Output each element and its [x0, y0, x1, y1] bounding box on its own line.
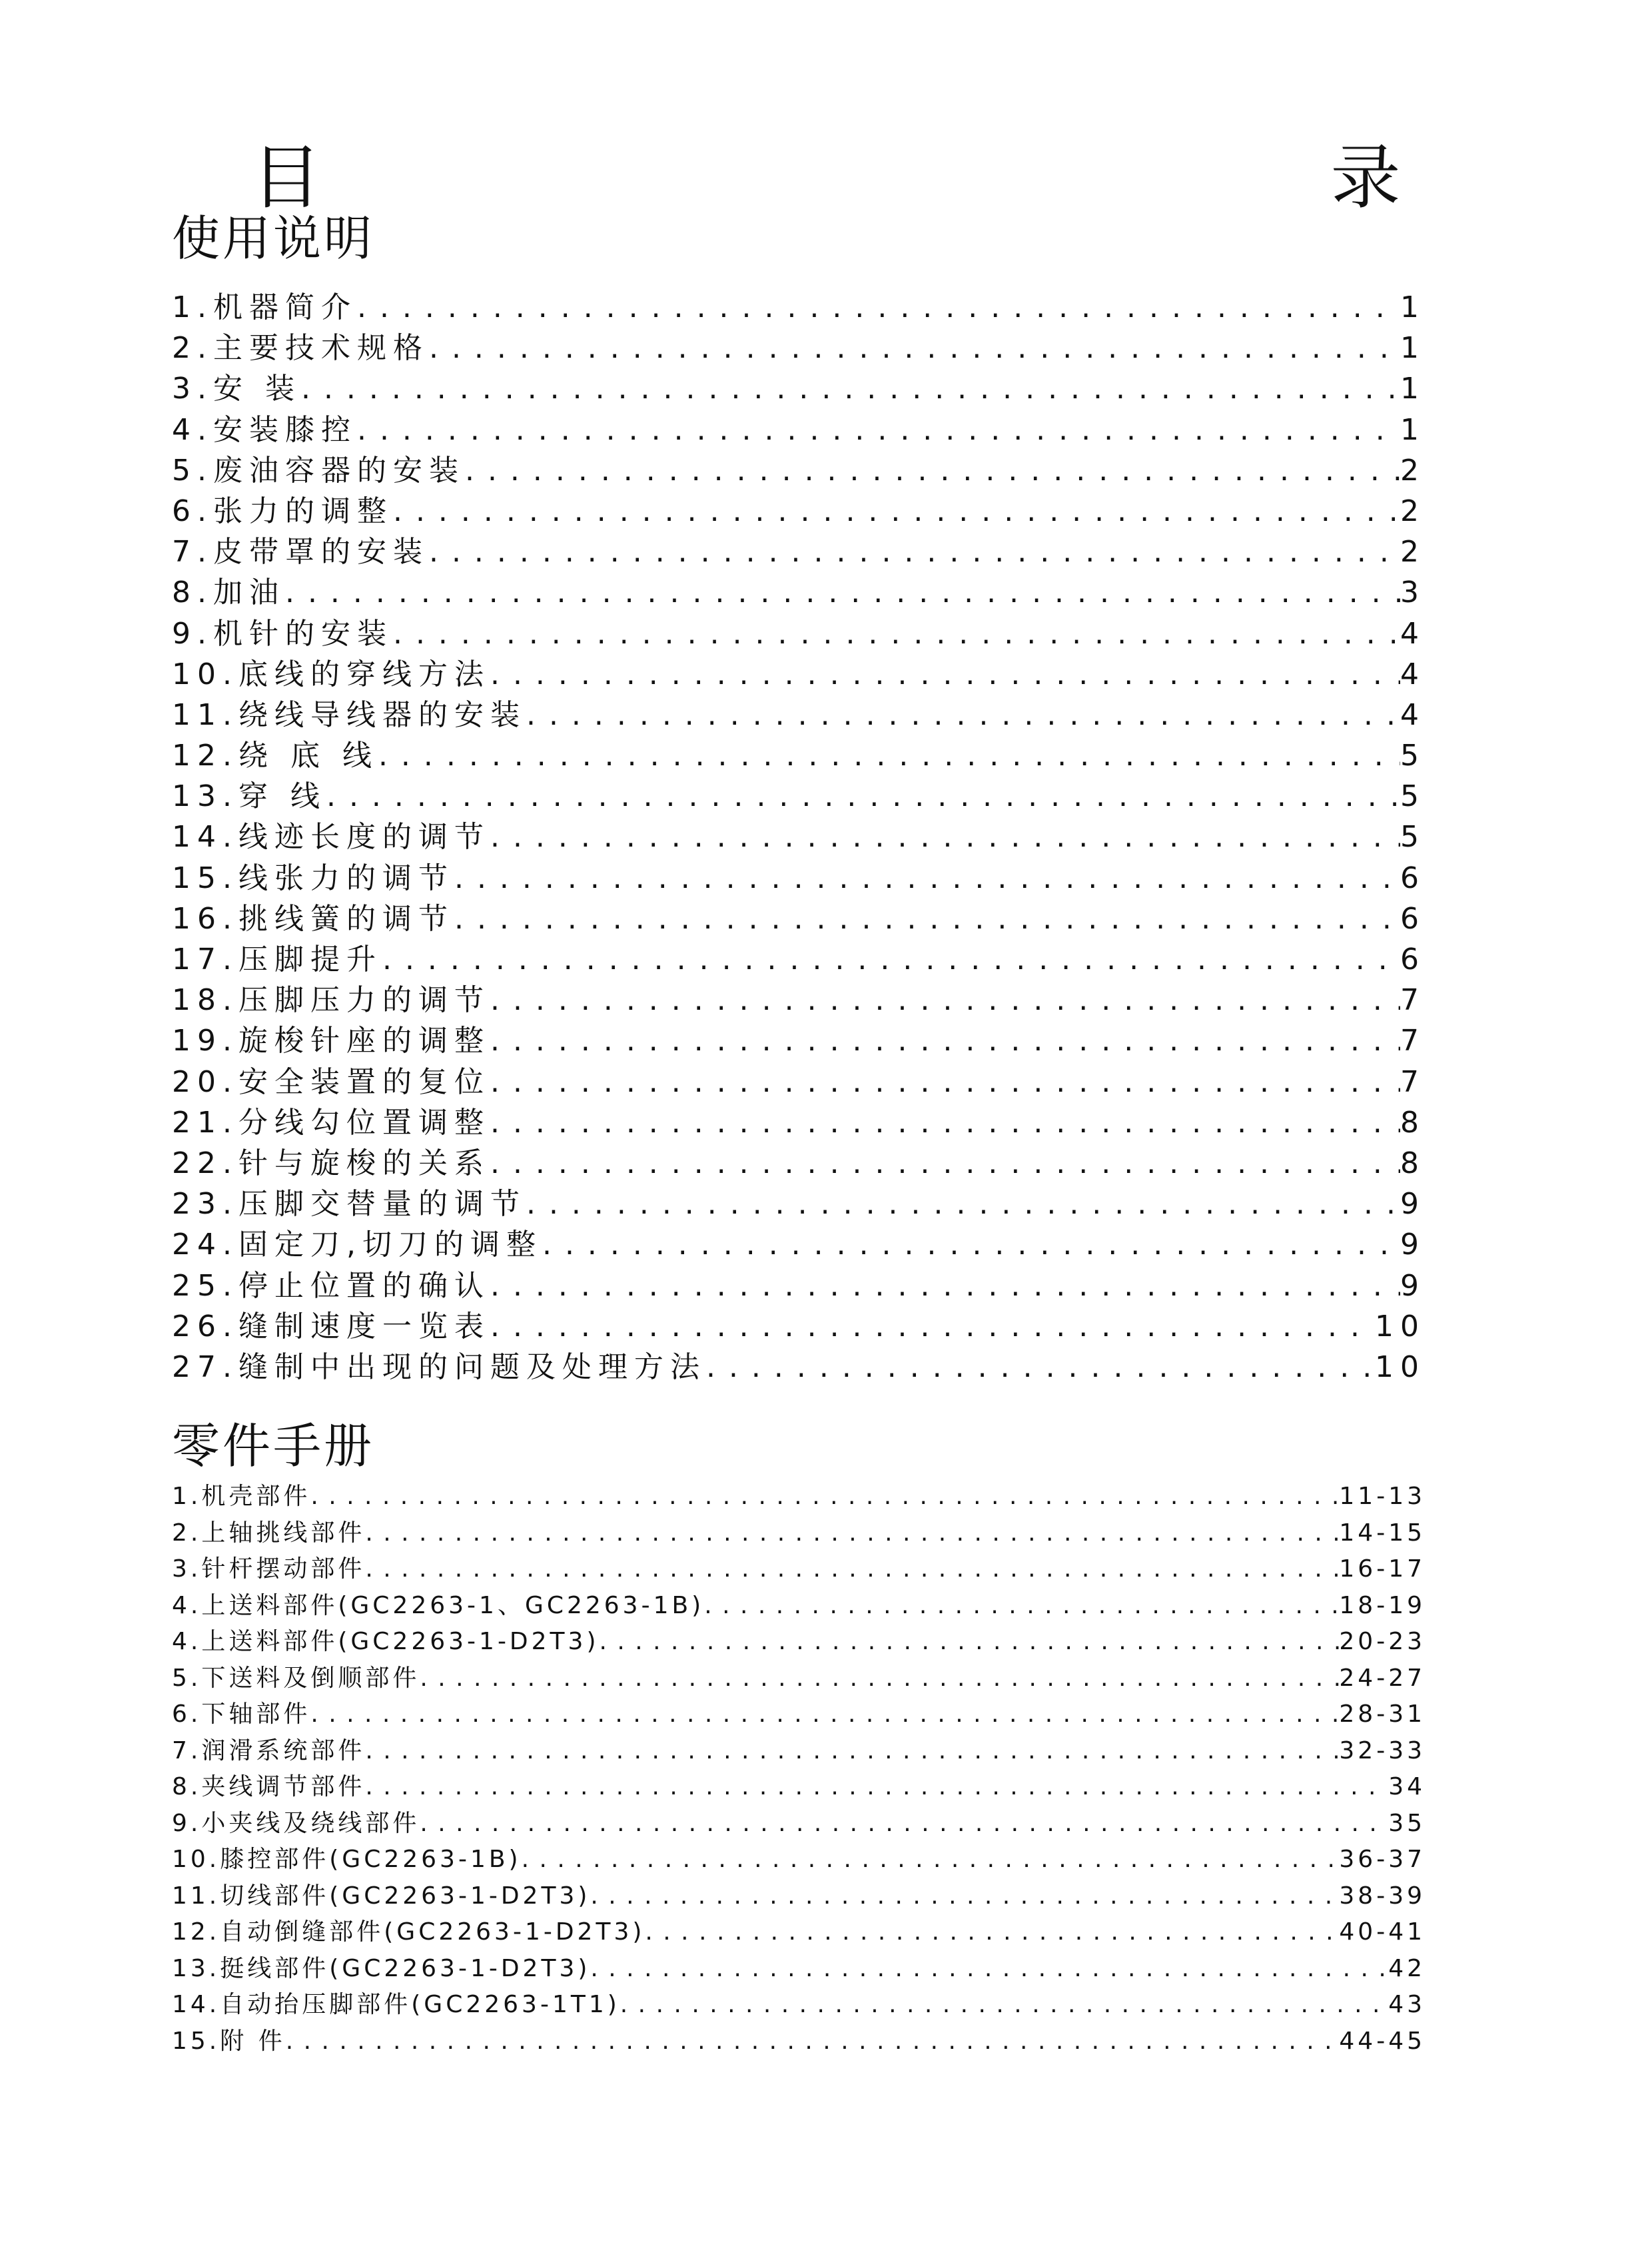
toc-entry-label: 13.挺线部件(GC2263-1-D2T3) [172, 1954, 591, 1982]
toc-entry-label: 21.分线勾位置调整 [172, 1105, 490, 1140]
toc-dot-leader [490, 983, 1400, 1017]
toc-entry [172, 364, 1426, 405]
toc-entry [172, 1220, 1426, 1261]
toc-entry [172, 1058, 1426, 1098]
toc-entry-label: 9.机针的安装 [172, 616, 393, 651]
toc-entry [172, 528, 1426, 568]
toc-entry-label: 23.压脚交替量的调节 [172, 1187, 526, 1222]
toc-dot-leader [420, 1810, 1388, 1837]
toc-dot-leader [490, 1309, 1375, 1343]
toc-entry-page: 42 [1388, 1954, 1426, 1982]
toc-entry [172, 935, 1426, 976]
toc-entry-label: 12.绕 底 线 [172, 739, 378, 773]
toc-parts-list [172, 1477, 1426, 2058]
toc-dot-leader [378, 739, 1400, 773]
toc-dot-leader [357, 413, 1400, 447]
toc-dot-leader [310, 1483, 1339, 1510]
toc-entry-label: 5.下送料及倒顺部件 [172, 1664, 420, 1692]
toc-entry-label: 11.切线部件(GC2263-1-D2T3) [172, 1882, 591, 1910]
toc-dot-leader [526, 1187, 1400, 1221]
toc-entry-label: 17.压脚提升 [172, 942, 382, 976]
toc-entry-page: 6 [1400, 942, 1426, 976]
toc-entry [172, 1659, 1426, 1696]
toc-entry-label: 25.停止位置的确认 [172, 1268, 490, 1303]
toc-entry-label: 10.底线的穿线方法 [172, 657, 490, 691]
toc-entry-page: 9 [1400, 1187, 1426, 1222]
toc-entry-page: 6 [1400, 901, 1426, 936]
toc-entry-page: 14-15 [1339, 1519, 1426, 1547]
toc-entry [172, 283, 1426, 324]
toc-entry [172, 487, 1426, 528]
toc-dot-leader [620, 1991, 1388, 2018]
toc-entry [172, 976, 1426, 1016]
toc-entry [172, 1913, 1426, 1950]
toc-entry-page: 18-19 [1339, 1591, 1426, 1619]
toc-dot-leader [590, 1882, 1339, 1910]
toc-entry-page: 9 [1400, 1228, 1426, 1262]
toc-entry-label: 12.自动倒缝部件(GC2263-1-D2T3) [172, 1918, 645, 1946]
toc-entry-label: 6.下轴部件 [172, 1700, 311, 1728]
toc-entry-page: 1 [1400, 331, 1426, 366]
toc-entry-label: 7.皮带罩的安装 [172, 535, 429, 569]
toc-dot-leader [301, 372, 1400, 406]
toc-dot-leader [429, 331, 1400, 365]
toc-dot-leader [522, 1846, 1340, 1873]
toc-entry-label: 14.自动抬压脚部件(GC2263-1T1) [172, 1991, 620, 2018]
toc-entry-label: 3.安 装 [172, 372, 301, 406]
toc-entry-label: 27.缝制中出现的问题及处理方法 [172, 1349, 706, 1384]
toc-entry-page: 3 [1400, 575, 1426, 610]
toc-entry-label: 15.线张力的调节 [172, 861, 454, 895]
toc-entry-page: 2 [1400, 453, 1426, 488]
toc-entry-label: 8.夹线调节部件 [172, 1773, 366, 1800]
toc-entry-page: 32-33 [1339, 1736, 1426, 1764]
toc-dot-leader [365, 1773, 1388, 1800]
toc-dot-leader [420, 1665, 1339, 1692]
toc-entry-page: 20-23 [1339, 1628, 1426, 1655]
toc-entry [172, 1695, 1426, 1732]
toc-entry [172, 446, 1426, 487]
toc-entry [172, 1732, 1426, 1768]
toc-entry [172, 731, 1426, 772]
toc-entry [172, 1768, 1426, 1804]
toc-entry-page: 8 [1400, 1105, 1426, 1140]
toc-entry-page: 2 [1400, 535, 1426, 569]
toc-entry-page: 1 [1400, 290, 1426, 324]
toc-entry-page: 28-31 [1339, 1700, 1426, 1728]
toc-entry [172, 1514, 1426, 1551]
toc-entry [172, 895, 1426, 935]
toc-entry-label: 4.上送料部件(GC2263-1-D2T3) [172, 1628, 600, 1655]
toc-entry-page: 6 [1400, 861, 1426, 895]
toc-dot-leader [285, 575, 1400, 609]
toc-usage-list [172, 283, 1426, 1383]
toc-entry-label: 24.固定刀,切刀的调整 [172, 1228, 542, 1262]
toc-entry [172, 1804, 1426, 1841]
toc-dot-leader [490, 1106, 1400, 1140]
toc-entry-page: 34 [1388, 1773, 1426, 1800]
toc-entry-page: 10 [1375, 1309, 1426, 1343]
toc-entry-page: 7 [1400, 983, 1426, 1018]
page-title: 目 录 [251, 137, 1601, 218]
toc-dot-leader [645, 1918, 1339, 1946]
toc-entry [172, 609, 1426, 650]
toc-entry [172, 691, 1426, 731]
toc-entry-label: 10.膝控部件(GC2263-1B) [172, 1846, 522, 1873]
toc-dot-leader [490, 1146, 1400, 1180]
toc-entry-page: 4 [1400, 697, 1426, 732]
toc-entry-page: 1 [1400, 372, 1426, 406]
toc-entry [172, 1016, 1426, 1057]
toc-entry-page: 7 [1400, 1024, 1426, 1058]
toc-dot-leader [310, 1700, 1339, 1728]
toc-dot-leader [357, 290, 1400, 324]
toc-entry [172, 1877, 1426, 1914]
toc-entry-label: 11.绕线导线器的安装 [172, 697, 526, 732]
toc-dot-leader [365, 1737, 1339, 1764]
toc-dot-leader [365, 1555, 1339, 1583]
toc-entry [172, 1550, 1426, 1587]
toc-dot-leader [490, 1269, 1400, 1303]
toc-dot-leader [382, 942, 1400, 976]
toc-entry-label: 18.压脚压力的调节 [172, 983, 490, 1018]
toc-entry [172, 1477, 1426, 1514]
toc-entry [172, 1623, 1426, 1659]
toc-dot-leader [600, 1628, 1340, 1655]
toc-entry-label: 1.机壳部件 [172, 1483, 311, 1510]
toc-dot-leader [490, 1024, 1400, 1058]
toc-entry-page: 11-13 [1339, 1483, 1426, 1510]
toc-entry [172, 568, 1426, 609]
toc-entry-page: 9 [1400, 1268, 1426, 1303]
toc-entry [172, 1139, 1426, 1180]
toc-entry-label: 8.加油 [172, 575, 285, 610]
toc-entry-page: 5 [1400, 739, 1426, 773]
toc-entry [172, 854, 1426, 895]
toc-entry-page: 4 [1400, 657, 1426, 691]
toc-entry-label: 5.废油容器的安装 [172, 453, 465, 488]
toc-entry-label: 6.张力的调整 [172, 494, 393, 528]
toc-entry-label: 20.安全装置的复位 [172, 1064, 490, 1099]
toc-entry-label: 9.小夹线及绕线部件 [172, 1809, 420, 1837]
toc-entry [172, 1180, 1426, 1220]
toc-dot-leader [454, 861, 1400, 895]
toc-dot-leader [490, 1065, 1400, 1099]
toc-entry [172, 1950, 1426, 1986]
toc-entry-label: 14.线迹长度的调节 [172, 820, 490, 855]
toc-dot-leader [704, 1592, 1339, 1619]
toc-dot-leader [465, 454, 1400, 488]
toc-entry-label: 3.针杆摆动部件 [172, 1555, 366, 1583]
toc-entry-page: 7 [1400, 1064, 1426, 1099]
toc-entry-page: 24-27 [1339, 1664, 1426, 1692]
toc-dot-leader [490, 657, 1400, 691]
toc-dot-leader [393, 494, 1400, 528]
toc-entry [172, 324, 1426, 364]
toc-entry-page: 5 [1400, 779, 1426, 814]
toc-entry [172, 1840, 1426, 1877]
toc-entry [172, 1343, 1426, 1383]
toc-dot-leader [454, 902, 1400, 936]
toc-entry [172, 650, 1426, 691]
toc-entry [172, 2022, 1426, 2059]
toc-dot-leader [542, 1228, 1400, 1262]
toc-entry-page: 43 [1388, 1991, 1426, 2018]
toc-entry-page: 38-39 [1339, 1882, 1426, 1910]
toc-entry-label: 4.上送料部件(GC2263-1、GC2263-1B) [172, 1591, 705, 1619]
toc-entry-page: 16-17 [1339, 1555, 1426, 1583]
toc-entry [172, 1587, 1426, 1623]
toc-entry [172, 813, 1426, 853]
toc-entry-label: 1.机器简介 [172, 290, 357, 324]
toc-dot-leader [393, 617, 1400, 651]
toc-dot-leader [526, 698, 1400, 732]
toc-dot-leader [590, 1955, 1388, 1982]
section-heading-parts: 零件手册 [172, 1418, 375, 1474]
toc-dot-leader [326, 779, 1400, 813]
toc-entry [172, 1302, 1426, 1343]
toc-entry [172, 1098, 1426, 1139]
toc-dot-leader [706, 1350, 1375, 1384]
toc-entry-page: 1 [1400, 412, 1426, 447]
toc-entry-page: 10 [1375, 1349, 1426, 1384]
toc-entry [172, 1986, 1426, 2022]
section-heading-usage: 使用说明 [172, 210, 375, 266]
toc-entry-label: 19.旋梭针座的调整 [172, 1024, 490, 1058]
toc-entry-label: 13.穿 线 [172, 779, 326, 814]
toc-entry-page: 2 [1400, 494, 1426, 528]
toc-entry-page: 35 [1388, 1809, 1426, 1837]
toc-entry-label: 22.针与旋梭的关系 [172, 1146, 490, 1180]
toc-entry-label: 7.润滑系统部件 [172, 1736, 366, 1764]
toc-entry-page: 5 [1400, 820, 1426, 855]
toc-dot-leader [429, 535, 1400, 569]
toc-entry-page: 44-45 [1339, 2027, 1426, 2055]
toc-entry-label: 2.上轴挑线部件 [172, 1519, 366, 1547]
toc-entry-label: 4.安装膝控 [172, 412, 357, 447]
toc-entry-page: 8 [1400, 1146, 1426, 1180]
toc-entry [172, 1262, 1426, 1302]
toc-entry-label: 15.附 件 [172, 2027, 286, 2055]
toc-entry [172, 772, 1426, 813]
toc-entry-page: 36-37 [1339, 1846, 1426, 1873]
toc-dot-leader [365, 1519, 1339, 1547]
toc-entry-page: 40-41 [1339, 1918, 1426, 1946]
toc-entry-page: 4 [1400, 616, 1426, 651]
toc-entry [172, 406, 1426, 446]
toc-entry-label: 16.挑线簧的调节 [172, 901, 454, 936]
toc-dot-leader [490, 820, 1400, 854]
toc-entry-label: 2.主要技术规格 [172, 331, 429, 366]
toc-dot-leader [286, 2028, 1340, 2055]
toc-entry-label: 26.缝制速度一览表 [172, 1309, 490, 1343]
